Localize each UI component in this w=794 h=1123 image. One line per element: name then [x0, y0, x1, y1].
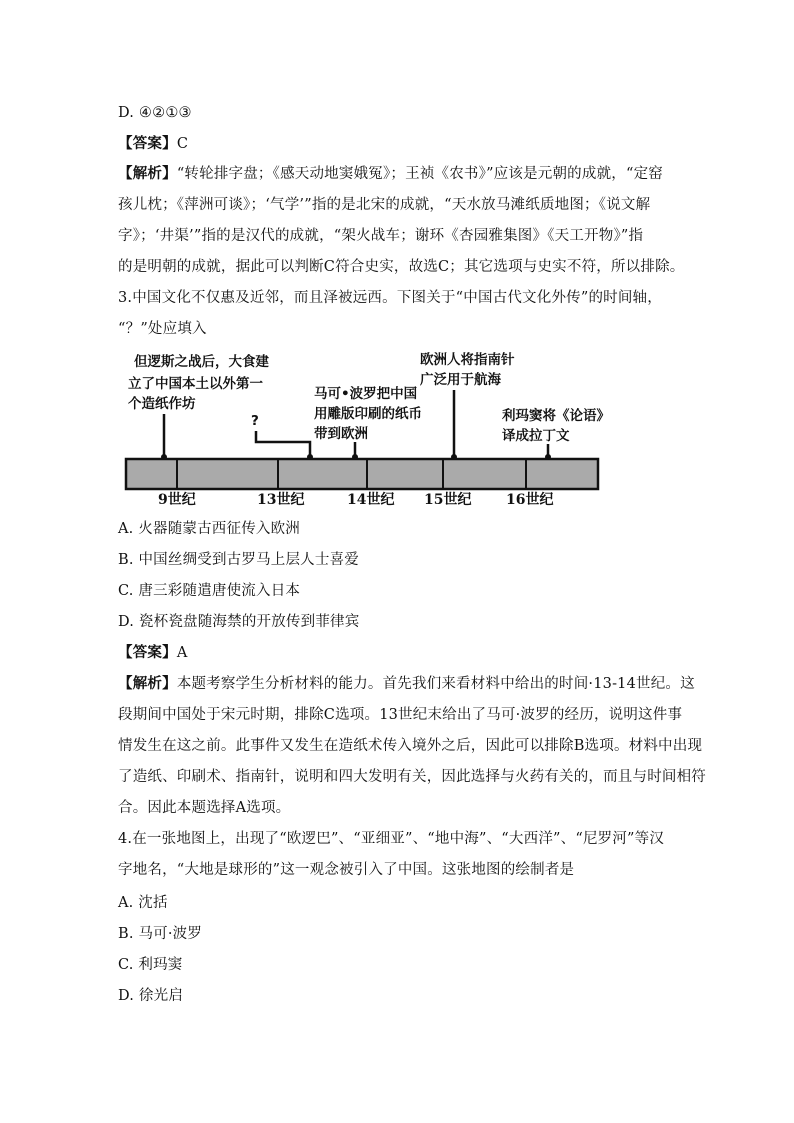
q4-option-b: B. 马可·波罗 [118, 926, 203, 942]
ann-marco-line-3: 带到欧洲 [314, 426, 368, 442]
ann-ricci-line-1: 利玛窦将《论语》 [502, 408, 610, 424]
analysis-label: 【解析】 [118, 675, 177, 692]
q2-analysis-line-2: 孩儿枕；《萍洲可谈》；‘气学’”指的是北宋的成就，“天水放马滩纸质地图；《说文解 [118, 197, 651, 213]
ann-talas-line-3: 个造纸作坊 [128, 396, 196, 412]
axis-label-9th: 9世纪 [158, 492, 196, 506]
q2-option-d: D. ④②①③ [118, 105, 192, 121]
q3-analysis-line-1: 【解析】本题考察学生分析材料的能力。首先我们来看材料中给出的时间·13-14世纪。这 [118, 675, 695, 692]
q3-analysis-line-2: 段期间中国处于宋元时期，排除C选项。13世纪末给出了马可·波罗的经历，说明这件事 [118, 707, 683, 723]
ann-compass-line-1: 欧洲人将指南针 [420, 352, 515, 368]
pointer-question [256, 431, 310, 457]
ann-question-mark: ? [251, 413, 259, 429]
answer-label: 【答案】 [118, 644, 177, 661]
q3-option-a: A. 火器随蒙古西征传入欧洲 [118, 521, 300, 537]
q2-analysis-line-1: 【解析】“转轮排字盘；《感天动地窦娥冤》；王祯《农书》”应该是元朝的成就，“定窑 [118, 165, 663, 182]
analysis-label: 【解析】 [118, 165, 177, 182]
ann-talas-line-2: 立了中国本土以外第一 [128, 376, 263, 392]
ann-marco-line-2: 用雕版印刷的纸币 [314, 406, 422, 422]
axis-label-13th: 13世纪 [257, 492, 305, 506]
q4-stem-line-2: 字地名，“大地是球形的”这一观念被引入了中国。这张地图的绘制者是 [118, 862, 575, 878]
q2-answer [118, 134, 188, 154]
axis-label-16th: 16世纪 [506, 492, 554, 506]
timeline-bar [126, 459, 598, 489]
q3-stem-line-1: 3.中国文化不仅惠及近邻，而且泽被远西。下图关于“中国古代文化外传”的时间轴， [118, 290, 662, 306]
q4-stem-line-1: 4.在一张地图上，出现了“欧逻巴”、“亚细亚”、“地中海”、“大西洋”、“尼罗河”等汉 [118, 831, 665, 847]
ann-marco-line-1: 马可•波罗把中国 [314, 386, 418, 402]
q3-option-c: C. 唐三彩随遣唐使流入日本 [118, 583, 301, 599]
q3-option-d: D. 瓷杯瓷盘随海禁的开放传到菲律宾 [118, 614, 360, 630]
axis-label-14th: 14世纪 [347, 492, 395, 506]
q3-analysis-line-3: 情发生在这之前。此事件又发生在造纸术传入境外之后，因此可以排除B选项。材料中出现 [118, 738, 703, 754]
timeline-figure [120, 346, 610, 506]
ann-talas-line-1: 但逻斯之战后，大食建 [134, 354, 269, 370]
q3-stem-line-2: “？”处应填入 [118, 321, 207, 337]
axis-label-15th: 15世纪 [424, 492, 472, 506]
q2-analysis-line-4: 的是明朝的成就，据此可以判断C符合史实，故选C；其它选项与史实不符，所以排除。 [118, 259, 685, 275]
ann-compass-line-2: 广泛用于航海 [420, 372, 501, 388]
q4-option-a: A. 沈括 [118, 895, 168, 911]
q4-option-d: D. 徐光启 [118, 988, 184, 1004]
q3-answer [118, 643, 187, 663]
q3-analysis-line-5: 合。因此本题选择A选项。 [118, 800, 291, 816]
q2-analysis-line-3: 字》；‘井渠’”指的是汉代的成就，“架火战车；谢环《杏园雅集图》《天工开物》”指 [118, 228, 644, 244]
ann-ricci-line-2: 译成拉丁文 [502, 428, 570, 444]
timeline-svg [120, 346, 610, 506]
answer-value: C [176, 136, 189, 152]
answer-label: 【答案】 [118, 135, 177, 152]
q4-option-c: C. 利玛窦 [118, 957, 183, 973]
answer-value: A [176, 645, 188, 661]
q3-option-b: B. 中国丝绸受到古罗马上层人士喜爱 [118, 552, 359, 568]
q3-analysis-line-4: 了造纸、印刷术、指南针，说明和四大发明有关，因此选择与火药有关的，而且与时间相符 [118, 769, 706, 785]
